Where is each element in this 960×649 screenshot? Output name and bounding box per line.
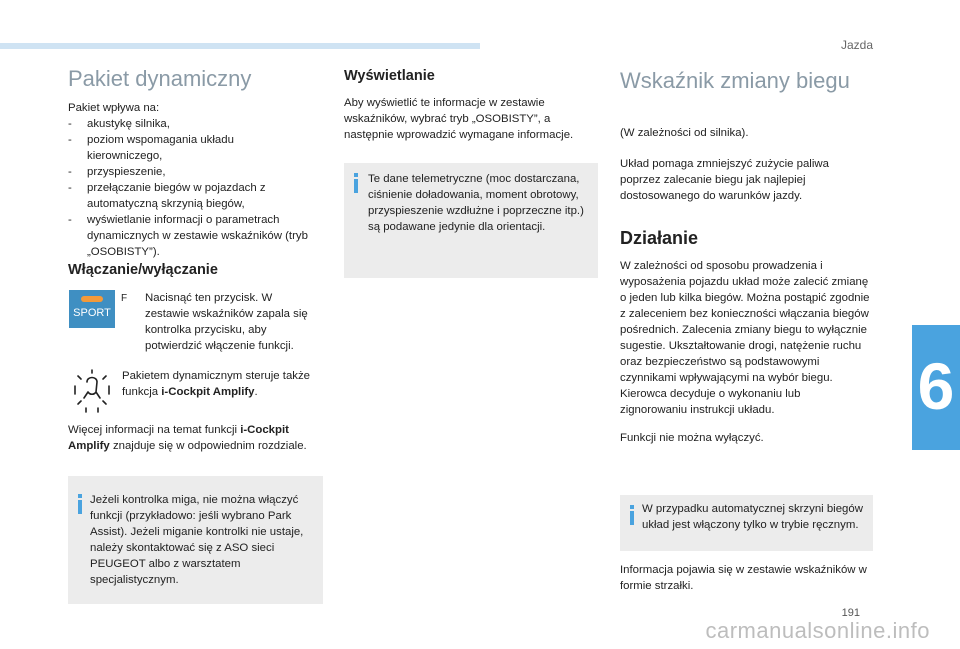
chapter-number: 6 bbox=[917, 349, 955, 423]
note-automatic bbox=[620, 495, 873, 551]
gear-p3: W zależności od sposobu prowadzenia i wyposażenia pojazdu układ może zalecić zmianę o jeden lub kilka biegów. Można postąpić zgodnie z zaleceniem bez konieczności włączania biegów pośrednich. Zalecenia zmiany biegu to wyłącznie sugestie. Ukształtowanie drogi, natężenie ruchu oraz bezpieczeństwo są podstawowymi czynnikami wpływającymi na wybór biegu. Kierowca decyduje o wykonaniu lub zignorowaniu instrukcji układu. bbox=[620, 260, 870, 416]
gear-p2: Układ pomaga zmniejszyć zużycie paliwa poprzez zalecanie biegu jak najlepiej dostosowanego do warunków jazdy. bbox=[620, 158, 829, 202]
note-text: Jeżeli kontrolka miga, nie można włączyć funkcji (przykładowo: jeśli wybrano Park Assist). Jeżeli miganie kontrolki nie ustaje, należy skontaktować się z ASO sieci PEUGEOT albo z warsztatem specjalistycznym. bbox=[90, 494, 304, 586]
gear-p4: Funkcji nie można wyłączyć. bbox=[620, 432, 764, 444]
note-telemetry bbox=[344, 163, 598, 278]
sport-button-label: SPORT bbox=[73, 307, 111, 319]
list-item bbox=[68, 132, 308, 164]
list-item bbox=[68, 180, 308, 212]
list-item bbox=[68, 164, 308, 180]
list-dash: - bbox=[68, 118, 72, 130]
subtitle-operation: Działanie bbox=[620, 228, 699, 248]
step-marker: F bbox=[121, 293, 128, 304]
list-item-text: wyświetlanie informacji o parametrach dynamicznych w zestawie wskaźników (tryb „OSOBISTY”). bbox=[87, 214, 308, 258]
sport-button[interactable] bbox=[69, 290, 115, 328]
title-dynamic-pack: Pakiet dynamiczny bbox=[68, 66, 252, 91]
list-dash: - bbox=[68, 166, 72, 178]
list-item-text: przełączanie biegów w pojazdach z automatyczną skrzynią biegów, bbox=[87, 182, 266, 210]
step-text: Nacisnąć ten przycisk. W zestawie wskaźników zapala się kontrolka przycisku, aby potwierdzić włączenie funkcji. bbox=[145, 292, 308, 352]
list-item-text: akustykę silnika, bbox=[87, 118, 170, 130]
list-item bbox=[68, 212, 308, 260]
title-gear-indicator: Wskaźnik zmiany biegu bbox=[620, 68, 850, 93]
list-item-text: poziom wspomagania układu kierowniczego, bbox=[87, 134, 234, 162]
list-dash: - bbox=[68, 134, 72, 146]
cockpit-amplify-icon bbox=[72, 368, 112, 414]
note-text: Te dane telemetryczne (moc dostarczana, ciśnienie doładowania, moment obrotowy, przyspieszenie wzdłużne i poprzeczne itp.) są podawane jedynie dla orientacji. bbox=[368, 173, 584, 233]
title-display: Wyświetlanie bbox=[344, 68, 435, 84]
dynamic-effects-list bbox=[68, 116, 308, 260]
section-label: Jazda bbox=[840, 38, 873, 52]
header-bar bbox=[0, 43, 480, 49]
subtitle-toggle: Włączanie/wyłączanie bbox=[68, 262, 218, 278]
sport-led-icon bbox=[81, 296, 103, 302]
list-dash: - bbox=[68, 214, 72, 226]
note-text: W przypadku automatycznej skrzyni biegów układ jest włączony tylko w trybie ręcznym. bbox=[642, 503, 863, 531]
cockpit-text: Pakietem dynamicznym steruje także funkcja i-Cockpit Amplify. bbox=[122, 370, 311, 398]
gear-p5: Informacja pojawia się w zestawie wskaźników w formie strzałki. bbox=[620, 564, 867, 592]
gear-p1: (W zależności od silnika). bbox=[620, 127, 749, 139]
display-text: Aby wyświetlić te informacje w zestawie wskaźników, wybrać tryb „OSOBISTY”, a następnie wprowadzić wymagane informacje. bbox=[344, 97, 574, 141]
watermark: carmanualsonline.info bbox=[705, 618, 930, 643]
page-number: 191 bbox=[841, 607, 860, 619]
list-item bbox=[68, 116, 308, 132]
note-warning-light bbox=[68, 476, 323, 604]
list-item-text: przyspieszenie, bbox=[87, 166, 166, 178]
list-dash: - bbox=[68, 182, 72, 194]
dynamic-intro: Pakiet wpływa na: bbox=[68, 102, 160, 114]
more-info-text: Więcej informacji na temat funkcji i-Cockpit Amplify znajduje się w odpowiednim rozdziale. bbox=[68, 424, 307, 452]
